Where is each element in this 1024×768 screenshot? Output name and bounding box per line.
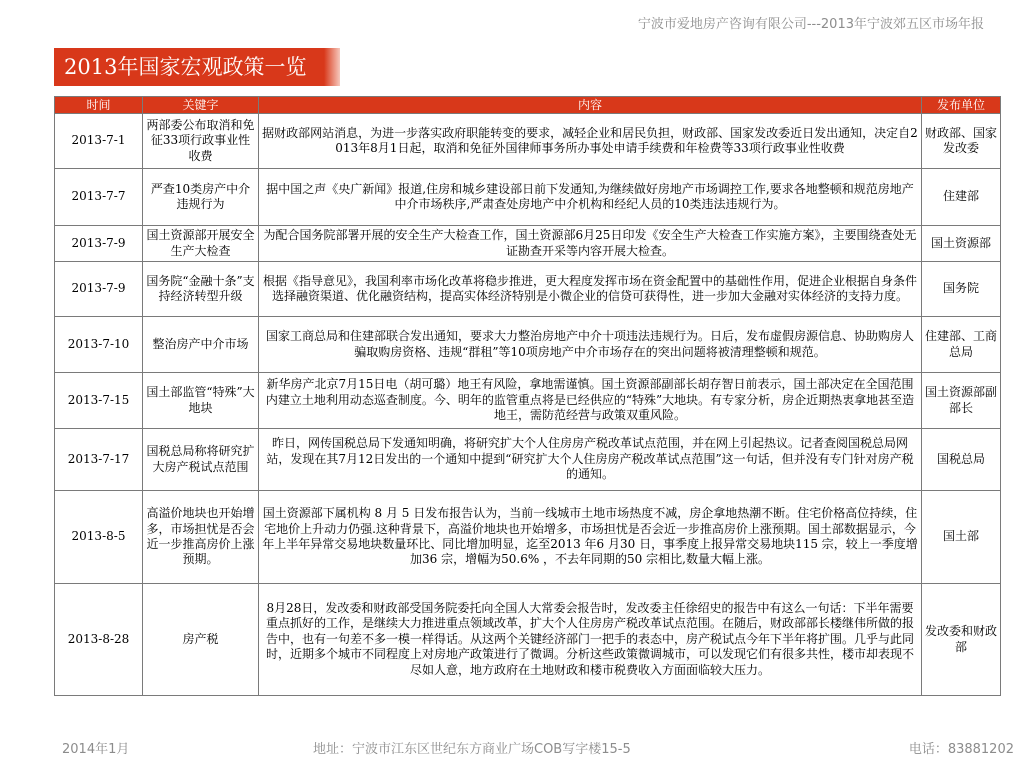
cell-date: 2013-7-15 [55, 373, 143, 429]
cell-date: 2013-7-9 [55, 226, 143, 262]
table-row [55, 584, 1001, 696]
cell-content: 8月28日，发改委和财政部受国务院委托向全国人大常委会报告时，发改委主任徐绍史的报告中有这么一句话：下半年需要重点抓好的工作，是继续大力推进重点领域改革，扩大个人住房房产税改革试点范围。在随后，财政部部长楼继伟所做的报告中，也有一句差不多一模一样得话。从这两个关键经济部门一把手的表态中，房产税试点今年下半年将扩围。几乎与此同时，近期多个城市不同程度上对房地产政策进行了微调。分析这些政策微调城市，可以发现它们有很多共性，楼市却表现不尽如人意，地方政府在土地财政和楼市税费收入方面面临较大压力。 [259, 584, 922, 696]
cell-issuer: 国土资源部 [922, 226, 1001, 262]
cell-keyword: 两部委公布取消和免征33项行政事业性收费 [143, 114, 259, 169]
cell-content: 据中国之声《央广新闻》报道,住房和城乡建设部日前下发通知,为继续做好房地产市场调控工作,要求各地整顿和规范房地产中介市场秩序,严肃查处房地产中介机构和经纪人员的10类违法违规行为。 [259, 169, 922, 226]
table-row [55, 491, 1001, 584]
cell-issuer: 住建部 [922, 169, 1001, 226]
cell-content: 昨日，网传国税总局下发通知明确，将研究扩大个人住房房产税改革试点范围，并在网上引起热议。记者查阅国税总局网站，发现在其7月12日发出的一个通知中提到“研究扩大个人住房房产税改革试点范围”这一句话，但并没有专门针对房产税的通知。 [259, 429, 922, 491]
cell-content: 国家工商总局和住建部联合发出通知，要求大力整治房地产中介十项违法违规行为。日后，发布虚假房源信息、协助购房人骗取购房资格、违规“群租”等10项房地产中介市场存在的突出问题将被清理整顿和规范。 [259, 317, 922, 373]
cell-content: 国土资源部下属机构 8 月 5 日发布报告认为，当前一线城市土地市场热度不减，房企拿地热潮不断。住宅价格高位持续，住宅地价上升动力仍强.这种背景下，高溢价地块也开始增多，市场担忧是否会近一步推高房价上涨预期。国土部数据显示，今年上半年异常交易地块数量环比、同比增加明显，迄至2013 年6 月30 日，事季度上报异常交易地块115 宗，较上一季度增加36 宗，增幅为50.6% ，不去年同期的50 宗相比,数量大幅上涨。 [259, 491, 922, 584]
cell-keyword: 严查10类房产中介违规行为 [143, 169, 259, 226]
cell-issuer: 住建部、工商总局 [922, 317, 1001, 373]
cell-issuer: 财政部、国家发改委 [922, 114, 1001, 169]
table-row [55, 169, 1001, 226]
cell-date: 2013-7-1 [55, 114, 143, 169]
table-row [55, 262, 1001, 317]
cell-keyword: 房产税 [143, 584, 259, 696]
table-row [55, 114, 1001, 169]
policy-table-container [54, 96, 1000, 696]
cell-date: 2013-7-17 [55, 429, 143, 491]
cell-keyword: 国务院“金融十条”支持经济转型升级 [143, 262, 259, 317]
table-row [55, 317, 1001, 373]
cell-issuer: 国土部 [922, 491, 1001, 584]
cell-keyword: 国税总局称将研究扩大房产税试点范围 [143, 429, 259, 491]
cell-date: 2013-8-5 [55, 491, 143, 584]
cell-content: 新华房产北京7月15日电（胡可璐）地王有风险，拿地需谨慎。国土资源部副部长胡存智日前表示，国土部决定在全国范围内建立土地利用动态巡查制度。今、明年的监管重点将是已经供应的“特殊”大地块。有专家分析，房企近期热衷拿地甚至造地王，需防范经营与政策双重风险。 [259, 373, 922, 429]
cell-keyword: 整治房产中介市场 [143, 317, 259, 373]
header-content: 内容 [259, 97, 922, 114]
table-row [55, 373, 1001, 429]
cell-date: 2013-7-9 [55, 262, 143, 317]
cell-issuer: 国税总局 [922, 429, 1001, 491]
policy-table [54, 96, 1001, 696]
header-issuer: 发布单位 [922, 97, 1001, 114]
table-row [55, 429, 1001, 491]
cell-content: 据财政部网站消息，为进一步落实政府职能转变的要求，减轻企业和居民负担，财政部、国家发改委近日发出通知，决定自2013年8月1日起，取消和免征外国律师事务所办事处申请手续费和年检费等33项行政事业性收费 [259, 114, 922, 169]
cell-issuer: 发改委和财政部 [922, 584, 1001, 696]
cell-keyword: 国土资源部开展安全生产大检查 [143, 226, 259, 262]
footer-phone: 电话：83881202 [908, 742, 1014, 757]
cell-content: 根据《指导意见》，我国利率市场化改革将稳步推进，更大程度发挥市场在资金配置中的基础性作用，促进企业根据自身条件选择融资渠道、优化融资结构，提高实体经济特别是小微企业的信贷可获得性，进一步加大金融对实体经济的支持力度。 [259, 262, 922, 317]
table-header-row [55, 97, 1001, 114]
table-row [55, 226, 1001, 262]
cell-date: 2013-8-28 [55, 584, 143, 696]
cell-date: 2013-7-7 [55, 169, 143, 226]
cell-content: 为配合国务院部署开展的安全生产大检查工作，国土资源部6月25日印发《安全生产大检查工作实施方案》，主要围绕查处无证勘查开采等内容开展大检查。 [259, 226, 922, 262]
cell-keyword: 高溢价地块也开始增多，市场担忧是否会近一步推高房价上涨预期。 [143, 491, 259, 584]
cell-issuer: 国土资源部副部长 [922, 373, 1001, 429]
cell-date: 2013-7-10 [55, 317, 143, 373]
cell-keyword: 国土部监管“特殊”大地块 [143, 373, 259, 429]
header-date: 时间 [55, 97, 143, 114]
footer-date: 2014年1月 [62, 742, 130, 757]
page-title: 2013年国家宏观政策一览 [54, 48, 324, 86]
header-keyword: 关键字 [143, 97, 259, 114]
report-header: 宁波市爱地房产咨询有限公司---2013年宁波郊五区市场年报 [637, 17, 984, 32]
cell-issuer: 国务院 [922, 262, 1001, 317]
footer-address: 地址：宁波市江东区世纪东方商业广场COB写字楼15-5 [313, 742, 631, 757]
